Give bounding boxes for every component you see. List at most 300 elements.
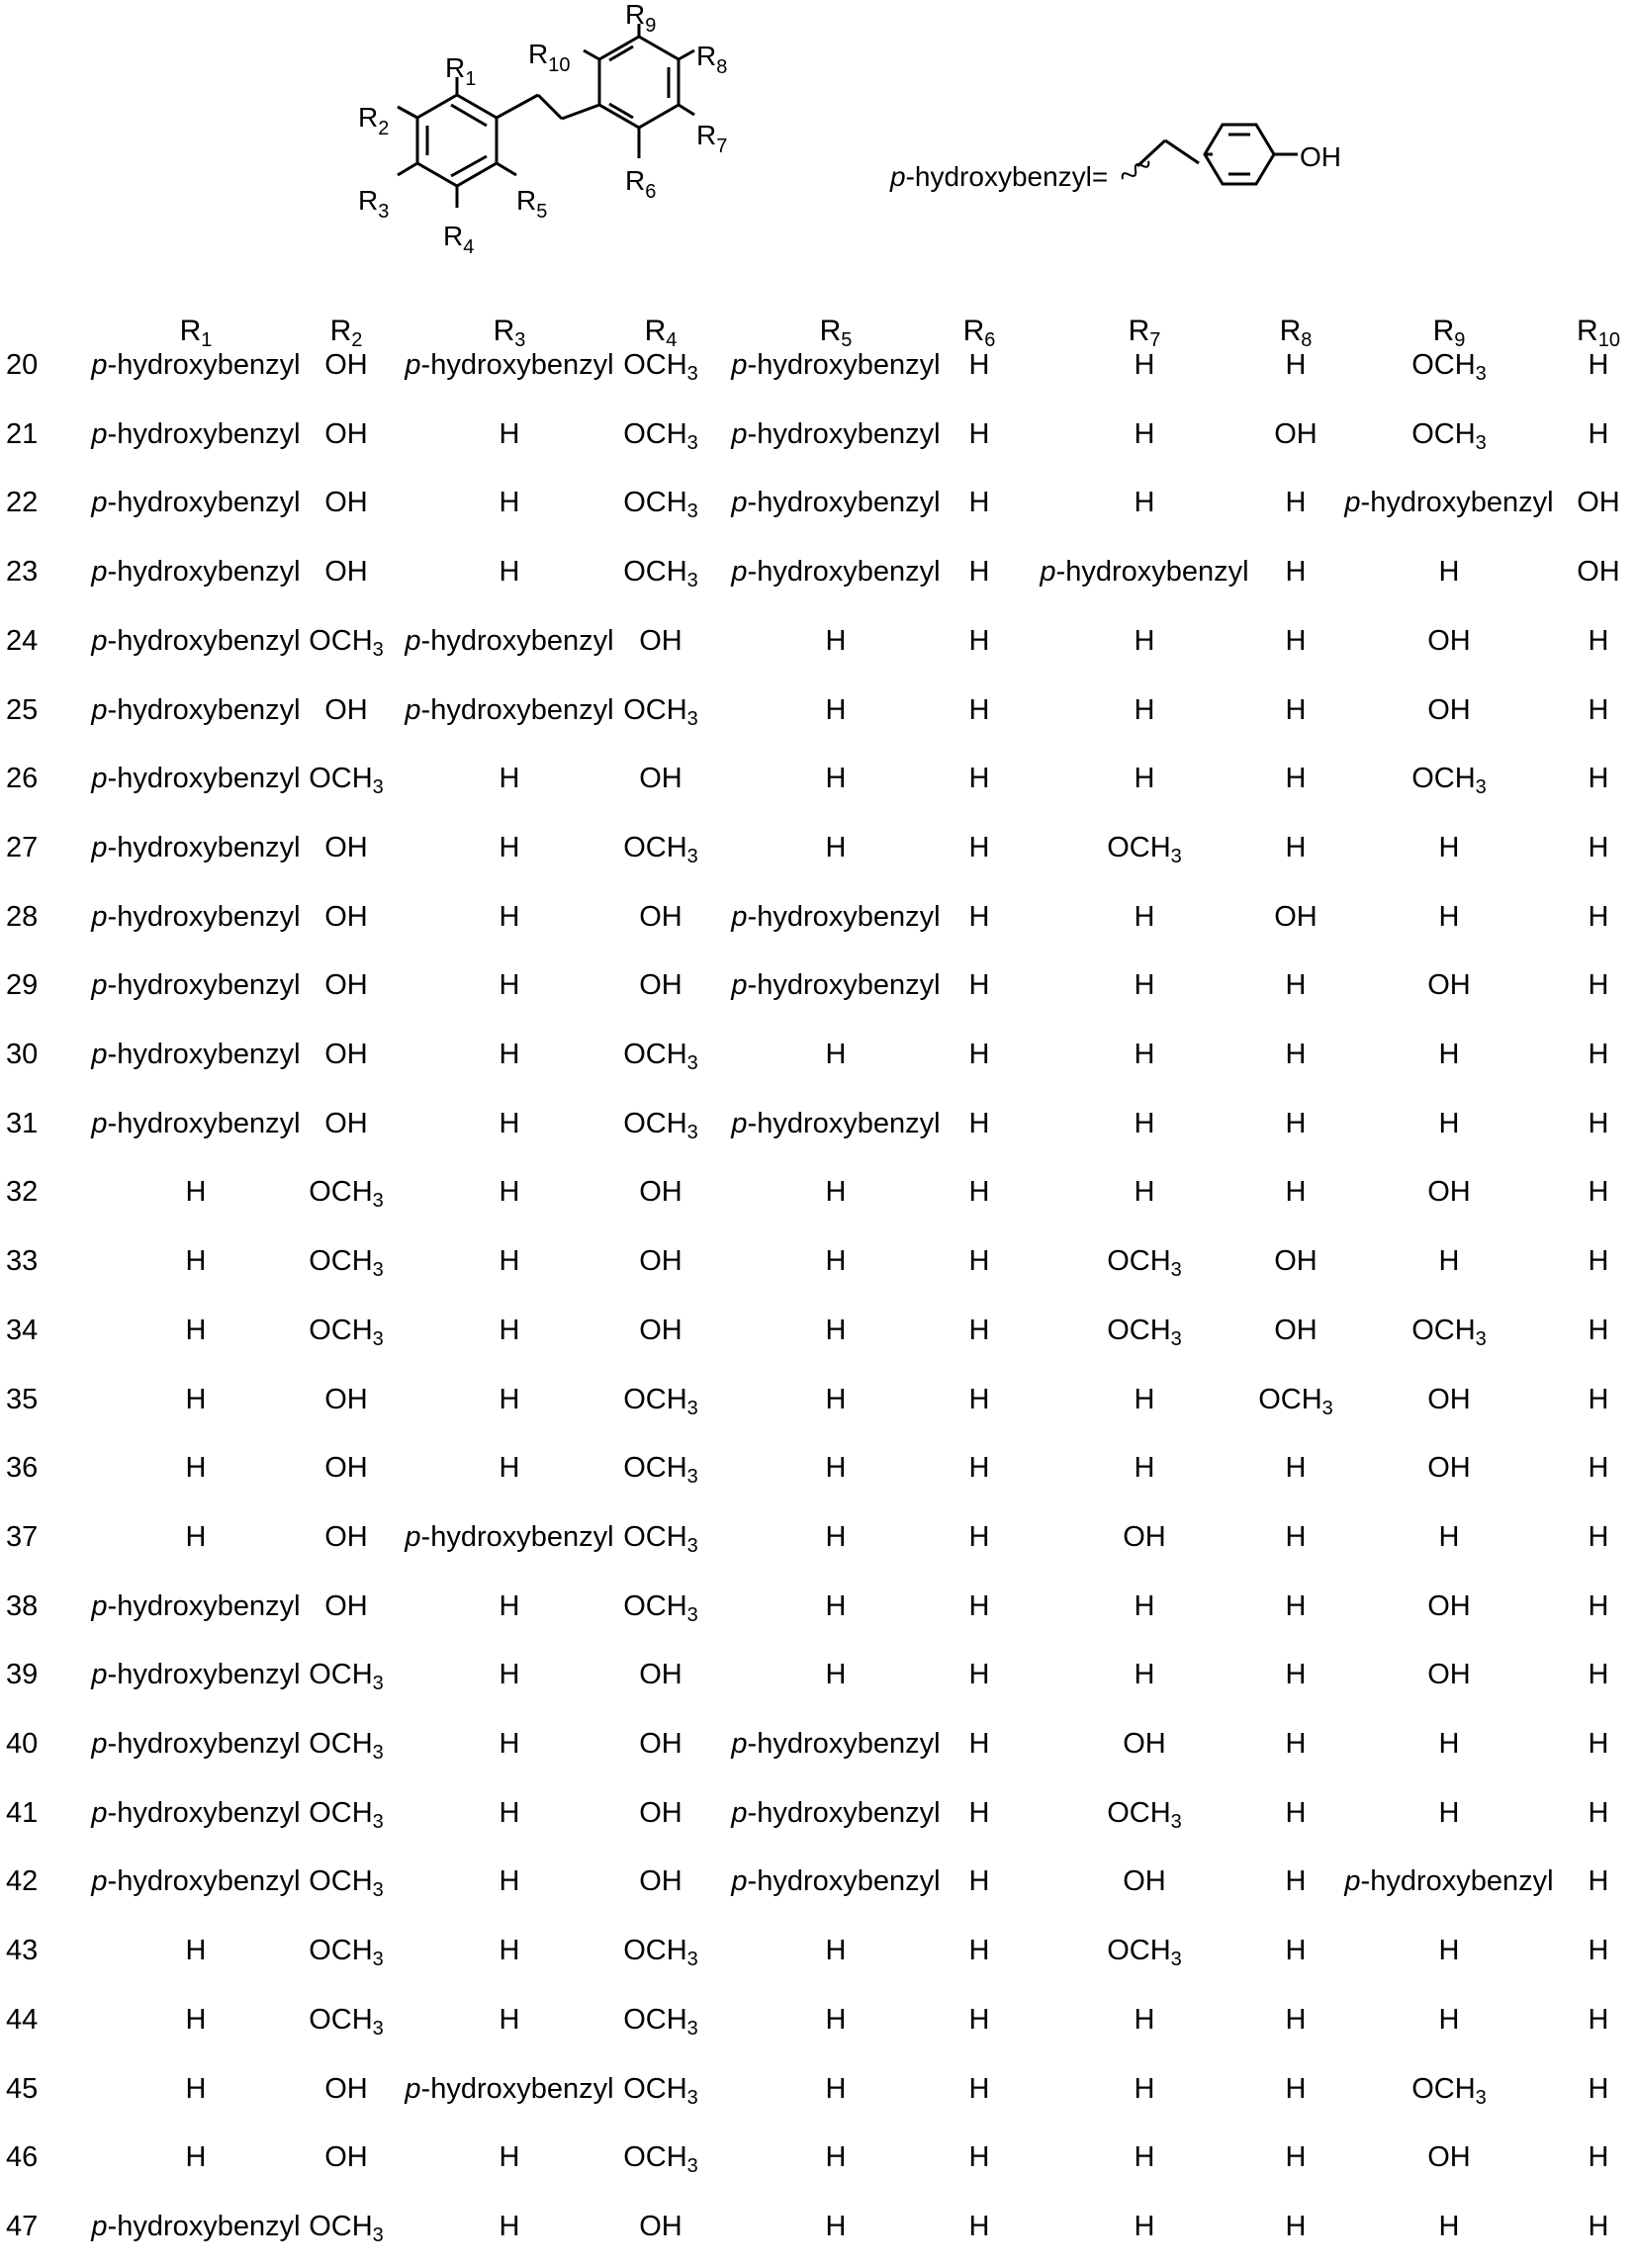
table-row xyxy=(0,1916,1636,1985)
cell-r7: OH xyxy=(1123,1865,1166,1898)
cell-r7: H xyxy=(1134,1039,1155,1070)
cell-r6: H xyxy=(968,624,990,657)
compound-number: 35 xyxy=(6,1383,39,1415)
cell-r10: H xyxy=(1588,1659,1609,1691)
cell-r7: H xyxy=(1134,2141,1155,2174)
cell-r6: H xyxy=(968,1796,990,1829)
compound-number: 38 xyxy=(6,1589,39,1622)
cell-r1: H xyxy=(185,2141,207,2174)
cell-r9: OH xyxy=(1427,2141,1471,2174)
cell-r9: OH xyxy=(1427,1383,1471,1415)
cell-r9: OH xyxy=(1427,624,1471,657)
cell-r9: p-hydroxybenzyl xyxy=(1344,1865,1554,1898)
cell-r4: $OCH_3$ xyxy=(623,2141,698,2178)
cell-r6: H xyxy=(968,487,990,519)
table-row xyxy=(0,1847,1636,1916)
cell-r10: H xyxy=(1588,1245,1609,1278)
cell-r5: H xyxy=(825,1383,847,1415)
cell-r10: H xyxy=(1588,1865,1609,1898)
cell-r6: H xyxy=(968,2141,990,2174)
cell-r7: H xyxy=(1134,1383,1155,1415)
cell-r1: p-hydroxybenzyl xyxy=(91,487,301,519)
svg-text:R3: $R_3$ xyxy=(358,185,390,223)
compound-number: 41 xyxy=(6,1796,39,1829)
cell-r8: H xyxy=(1285,1039,1307,1070)
table-row xyxy=(0,1157,1636,1226)
cell-r1: H xyxy=(185,1176,207,1209)
cell-r10: H xyxy=(1588,1107,1609,1139)
cell-r10: H xyxy=(1588,969,1609,1002)
cell-r7: H xyxy=(1134,2003,1155,2036)
cell-r4: $OCH_3$ xyxy=(623,1935,698,1971)
cell-r9: H xyxy=(1438,1107,1460,1139)
label-r4: R xyxy=(443,221,464,251)
table-row xyxy=(0,882,1636,952)
cell-r8: H xyxy=(1285,1935,1307,1967)
cell-r4: OH xyxy=(639,624,682,657)
column-header-r9: $R_9$ xyxy=(1432,315,1466,351)
compound-number: 44 xyxy=(6,2003,39,2036)
cell-r1: p-hydroxybenzyl xyxy=(91,624,301,657)
cell-r9: H xyxy=(1438,556,1460,589)
cell-r6: H xyxy=(968,693,990,726)
cell-r3: H xyxy=(499,1796,520,1829)
cell-r8: OH xyxy=(1274,1314,1318,1346)
left-ring xyxy=(398,77,516,208)
cell-r6: H xyxy=(968,831,990,863)
cell-r3: p-hydroxybenzyl xyxy=(405,349,614,381)
cell-r8: H xyxy=(1285,1452,1307,1485)
right-ring xyxy=(584,24,694,158)
cell-r9: OH xyxy=(1427,1589,1471,1622)
cell-r8: H xyxy=(1285,693,1307,726)
label-r1: R xyxy=(445,52,466,83)
hydroxybenzyl-legend xyxy=(889,125,1341,192)
cell-r1: H xyxy=(185,1314,207,1346)
cell-r7: OH xyxy=(1123,1728,1166,1760)
cell-r3: p-hydroxybenzyl xyxy=(405,1520,614,1553)
cell-r10: H xyxy=(1588,2141,1609,2174)
cell-r7: H xyxy=(1134,900,1155,933)
cell-r1: H xyxy=(185,2072,207,2105)
cell-r8: H xyxy=(1285,624,1307,657)
cell-r6: H xyxy=(968,1245,990,1278)
cell-r5: H xyxy=(825,1245,847,1278)
table-row xyxy=(0,1020,1636,1089)
cell-r7: H xyxy=(1134,969,1155,1002)
cell-r7: H xyxy=(1134,349,1155,381)
cell-r3: H xyxy=(499,1245,520,1278)
compound-number: 21 xyxy=(6,417,39,450)
cell-r7: H xyxy=(1134,2210,1155,2242)
cell-r6: H xyxy=(968,1452,990,1485)
cell-r3: H xyxy=(499,1659,520,1691)
cell-r6: H xyxy=(968,1728,990,1760)
cell-r7: H xyxy=(1134,693,1155,726)
column-header-r6: $R_6$ xyxy=(962,315,996,351)
cell-r8: H xyxy=(1285,1659,1307,1691)
cell-r7: $OCH_3$ xyxy=(1107,1935,1182,1971)
cell-r10: H xyxy=(1588,1452,1609,1485)
cell-r8: H xyxy=(1285,2003,1307,2036)
cell-r5: H xyxy=(825,1659,847,1691)
cell-r9: H xyxy=(1438,1520,1460,1553)
cell-r2: OH xyxy=(324,2072,368,2105)
cell-r10: H xyxy=(1588,2072,1609,2105)
cell-r8: OH xyxy=(1274,900,1318,933)
cell-r10: H xyxy=(1588,1728,1609,1760)
cell-r3: H xyxy=(499,1314,520,1346)
compound-number: 42 xyxy=(6,1865,39,1898)
svg-text:OH xyxy=(1300,141,1341,172)
cell-r10: H xyxy=(1588,831,1609,863)
cell-r9: H xyxy=(1438,900,1460,933)
cell-r5: p-hydroxybenzyl xyxy=(731,556,941,589)
cell-r7: H xyxy=(1134,624,1155,657)
cell-r2: OH xyxy=(324,349,368,381)
cell-r7: $OCH_3$ xyxy=(1107,1245,1182,1282)
cell-r9: OH xyxy=(1427,693,1471,726)
column-header-r4: $R_4$ xyxy=(644,315,678,351)
cell-r2: OH xyxy=(324,487,368,519)
cell-r6: H xyxy=(968,1383,990,1415)
cell-r3: H xyxy=(499,969,520,1002)
cell-r3: H xyxy=(499,1728,520,1760)
legend-text: -hydroxybenzyl= xyxy=(905,161,1109,192)
cell-r9: $OCH_3$ xyxy=(1411,349,1487,385)
cell-r2: OH xyxy=(324,1107,368,1139)
cell-r5: H xyxy=(825,2141,847,2174)
cell-r2: $OCH_3$ xyxy=(309,1865,384,1902)
cell-r5: p-hydroxybenzyl xyxy=(731,1107,941,1139)
cell-r1: H xyxy=(185,1935,207,1967)
cell-r9: H xyxy=(1438,1935,1460,1967)
svg-text:R7: $R_7$ xyxy=(696,120,728,157)
column-header-r8: $R_8$ xyxy=(1279,315,1313,351)
cell-r1: H xyxy=(185,1383,207,1415)
cell-r10: H xyxy=(1588,1383,1609,1415)
table-row xyxy=(0,1296,1636,1365)
compound-number: 36 xyxy=(6,1452,39,1485)
cell-r2: $OCH_3$ xyxy=(309,1245,384,1282)
svg-text:R2: $R_2$ xyxy=(358,102,390,139)
table-row xyxy=(0,400,1636,469)
cell-r9: OH xyxy=(1427,1176,1471,1209)
cell-r8: H xyxy=(1285,1728,1307,1760)
cell-r10: H xyxy=(1588,1520,1609,1553)
column-header-r1: $R_1$ xyxy=(179,315,213,351)
cell-r4: $OCH_3$ xyxy=(623,1039,698,1074)
cell-r3: p-hydroxybenzyl xyxy=(405,693,614,726)
cell-r2: $OCH_3$ xyxy=(309,624,384,661)
cell-r8: OH xyxy=(1274,1245,1318,1278)
cell-r5: H xyxy=(825,624,847,657)
cell-r9: OH xyxy=(1427,969,1471,1002)
compound-number: 27 xyxy=(6,831,39,863)
column-header-r10: $R_{10}$ xyxy=(1577,315,1620,351)
cell-r6: H xyxy=(968,1107,990,1139)
cell-r2: $OCH_3$ xyxy=(309,1728,384,1764)
label-r3: R xyxy=(358,185,379,216)
cell-r6: H xyxy=(968,1935,990,1967)
table-row xyxy=(0,2123,1636,2192)
cell-r5: H xyxy=(825,1314,847,1346)
cell-r1: p-hydroxybenzyl xyxy=(91,1589,301,1622)
cell-r3: H xyxy=(499,1865,520,1898)
cell-r1: p-hydroxybenzyl xyxy=(91,900,301,933)
label-r2: R xyxy=(358,102,379,133)
cell-r1: p-hydroxybenzyl xyxy=(91,693,301,726)
cell-r1: p-hydroxybenzyl xyxy=(91,349,301,381)
cell-r10: H xyxy=(1588,900,1609,933)
cell-r4: OH xyxy=(639,900,682,933)
table-row xyxy=(0,951,1636,1020)
cell-r1: p-hydroxybenzyl xyxy=(91,831,301,863)
cell-r2: $OCH_3$ xyxy=(309,1176,384,1213)
cell-r9: $OCH_3$ xyxy=(1411,417,1487,454)
table-row xyxy=(0,1640,1636,1709)
table-row xyxy=(0,1365,1636,1434)
cell-r8: H xyxy=(1285,556,1307,589)
compound-number: 46 xyxy=(6,2141,39,2174)
cell-r2: OH xyxy=(324,831,368,863)
cell-r1: p-hydroxybenzyl xyxy=(91,1659,301,1691)
column-header-r5: $R_5$ xyxy=(819,315,853,351)
cell-r3: H xyxy=(499,1176,520,1209)
cell-r5: H xyxy=(825,1176,847,1209)
cell-r9: H xyxy=(1438,2003,1460,2036)
cell-r4: $OCH_3$ xyxy=(623,349,698,385)
compound-number: 30 xyxy=(6,1039,39,1070)
cell-r8: H xyxy=(1285,1589,1307,1622)
compound-number: 39 xyxy=(6,1659,39,1691)
cell-r1: p-hydroxybenzyl xyxy=(91,1796,301,1829)
cell-r3: H xyxy=(499,1589,520,1622)
cell-r9: $OCH_3$ xyxy=(1411,2072,1487,2109)
cell-r5: p-hydroxybenzyl xyxy=(731,900,941,933)
cell-r3: H xyxy=(499,900,520,933)
label-r5: R xyxy=(516,185,537,216)
cell-r8: H xyxy=(1285,349,1307,381)
cell-r10: H xyxy=(1588,624,1609,657)
table-row xyxy=(0,1226,1636,1296)
cell-r6: H xyxy=(968,1589,990,1622)
compound-number: 20 xyxy=(6,349,39,381)
cell-r2: OH xyxy=(324,1520,368,1553)
cell-r2: OH xyxy=(324,1039,368,1070)
column-header-r2: $R_2$ xyxy=(329,315,363,351)
phenol-ring xyxy=(1137,125,1298,184)
cell-r9: H xyxy=(1438,1039,1460,1070)
label-r9: R xyxy=(625,0,646,30)
cell-r8: OH xyxy=(1274,417,1318,450)
compound-number: 33 xyxy=(6,1245,39,1278)
cell-r2: $OCH_3$ xyxy=(309,1659,384,1695)
cell-r6: H xyxy=(968,900,990,933)
table-row xyxy=(0,744,1636,813)
cell-r1: p-hydroxybenzyl xyxy=(91,417,301,450)
cell-r2: $OCH_3$ xyxy=(309,2210,384,2246)
cell-r5: p-hydroxybenzyl xyxy=(731,487,941,519)
cell-r1: H xyxy=(185,1452,207,1485)
svg-text:R10: $R_{10}$ xyxy=(528,39,571,76)
table-row xyxy=(0,813,1636,882)
compound-number: 43 xyxy=(6,1935,39,1967)
cell-r8: H xyxy=(1285,1865,1307,1898)
label-r10: R xyxy=(528,39,549,69)
cell-r10: H xyxy=(1588,2003,1609,2036)
cell-r7: p-hydroxybenzyl xyxy=(1040,556,1249,589)
cell-r4: OH xyxy=(639,969,682,1002)
svg-text:R8: $R_8$ xyxy=(696,41,728,78)
cell-r3: H xyxy=(499,556,520,589)
cell-r4: $OCH_3$ xyxy=(623,417,698,454)
compound-number: 45 xyxy=(6,2072,39,2105)
cell-r8: H xyxy=(1285,2072,1307,2105)
cell-r3: H xyxy=(499,417,520,450)
cell-r9: H xyxy=(1438,1245,1460,1278)
compound-number: 47 xyxy=(6,2210,39,2242)
cell-r10: H xyxy=(1588,349,1609,381)
cell-r10: H xyxy=(1588,1589,1609,1622)
compound-number: 23 xyxy=(6,556,39,589)
cell-r5: H xyxy=(825,763,847,795)
label-r8: R xyxy=(696,41,717,71)
cell-r7: H xyxy=(1134,2072,1155,2105)
compound-number: 29 xyxy=(6,969,39,1002)
cell-r6: H xyxy=(968,2072,990,2105)
bibenzyl-structure-diagram xyxy=(0,0,1636,297)
cell-r9: $OCH_3$ xyxy=(1411,763,1487,799)
cell-r7: H xyxy=(1134,1176,1155,1209)
cell-r10: H xyxy=(1588,693,1609,726)
cell-r7: H xyxy=(1134,1659,1155,1691)
cell-r3: H xyxy=(499,487,520,519)
cell-r7: H xyxy=(1134,763,1155,795)
compound-number: 28 xyxy=(6,900,39,933)
cell-r6: H xyxy=(968,1659,990,1691)
cell-r4: $OCH_3$ xyxy=(623,1520,698,1557)
cell-r9: p-hydroxybenzyl xyxy=(1344,487,1554,519)
cell-r4: $OCH_3$ xyxy=(623,693,698,730)
cell-r2: OH xyxy=(324,900,368,933)
cell-r5: H xyxy=(825,1452,847,1485)
cell-r3: p-hydroxybenzyl xyxy=(405,624,614,657)
table-row xyxy=(0,676,1636,745)
cell-r6: H xyxy=(968,1865,990,1898)
cell-r4: OH xyxy=(639,2210,682,2242)
cell-r3: H xyxy=(499,763,520,795)
cell-r7: $OCH_3$ xyxy=(1107,1314,1182,1350)
svg-text:R5: $R_5$ xyxy=(516,185,548,223)
cell-r4: $OCH_3$ xyxy=(623,2072,698,2109)
label-r6: R xyxy=(625,165,646,196)
ethylene-bridge xyxy=(497,95,599,119)
cell-r7: H xyxy=(1134,1107,1155,1139)
svg-text:R6: $R_6$ xyxy=(625,165,657,203)
cell-r2: OH xyxy=(324,556,368,589)
cell-r8: H xyxy=(1285,831,1307,863)
cell-r10: OH xyxy=(1577,487,1620,519)
table-row xyxy=(0,1778,1636,1848)
cell-r4: $OCH_3$ xyxy=(623,1107,698,1143)
cell-r5: p-hydroxybenzyl xyxy=(731,1796,941,1829)
cell-r10: OH xyxy=(1577,556,1620,589)
cell-r3: H xyxy=(499,2141,520,2174)
cell-r6: H xyxy=(968,1176,990,1209)
cell-r4: OH xyxy=(639,1796,682,1829)
cell-r5: H xyxy=(825,2003,847,2036)
cell-r6: H xyxy=(968,1520,990,1553)
table-row xyxy=(0,1709,1636,1778)
cell-r3: H xyxy=(499,831,520,863)
cell-r9: OH xyxy=(1427,1659,1471,1691)
cell-r5: p-hydroxybenzyl xyxy=(731,969,941,1002)
compound-number: 37 xyxy=(6,1520,39,1553)
cell-r5: H xyxy=(825,1520,847,1553)
cell-r5: H xyxy=(825,1935,847,1967)
cell-r1: H xyxy=(185,1520,207,1553)
cell-r3: H xyxy=(499,1039,520,1070)
cell-r4: OH xyxy=(639,1314,682,1346)
cell-r5: H xyxy=(825,1589,847,1622)
cell-r1: p-hydroxybenzyl xyxy=(91,556,301,589)
cell-r5: p-hydroxybenzyl xyxy=(731,1728,941,1760)
cell-r8: $OCH_3$ xyxy=(1258,1383,1333,1419)
cell-r9: H xyxy=(1438,831,1460,863)
cell-r8: H xyxy=(1285,1520,1307,1553)
cell-r6: H xyxy=(968,2003,990,2036)
compound-number: 24 xyxy=(6,624,39,657)
cell-r2: $OCH_3$ xyxy=(309,763,384,799)
cell-r7: H xyxy=(1134,487,1155,519)
cell-r2: $OCH_3$ xyxy=(309,1314,384,1350)
wavy-bond-icon xyxy=(1121,158,1151,183)
cell-r4: OH xyxy=(639,1176,682,1209)
cell-r8: H xyxy=(1285,487,1307,519)
compound-number: 31 xyxy=(6,1107,39,1139)
cell-r4: OH xyxy=(639,1245,682,1278)
cell-r6: H xyxy=(968,969,990,1002)
cell-r1: p-hydroxybenzyl xyxy=(91,969,301,1002)
cell-r2: $OCH_3$ xyxy=(309,1796,384,1833)
cell-r1: H xyxy=(185,1245,207,1278)
cell-r3: p-hydroxybenzyl xyxy=(405,2072,614,2105)
column-header-r3: $R_3$ xyxy=(493,315,526,351)
cell-r10: H xyxy=(1588,1039,1609,1070)
compound-number: 22 xyxy=(6,487,39,519)
cell-r1: p-hydroxybenzyl xyxy=(91,1728,301,1760)
cell-r7: $OCH_3$ xyxy=(1107,831,1182,867)
table-row xyxy=(0,606,1636,676)
cell-r7: H xyxy=(1134,1589,1155,1622)
cell-r3: H xyxy=(499,1935,520,1967)
cell-r7: H xyxy=(1134,417,1155,450)
cell-r5: p-hydroxybenzyl xyxy=(731,417,941,450)
table-row xyxy=(0,1985,1636,2054)
cell-r6: H xyxy=(968,556,990,589)
cell-r6: H xyxy=(968,2210,990,2242)
cell-r1: p-hydroxybenzyl xyxy=(91,1039,301,1070)
table-row xyxy=(0,1089,1636,1158)
legend-prefix: p xyxy=(890,161,906,192)
cell-r10: H xyxy=(1588,2210,1609,2242)
cell-r5: H xyxy=(825,831,847,863)
cell-r4: $OCH_3$ xyxy=(623,1452,698,1489)
cell-r4: $OCH_3$ xyxy=(623,831,698,867)
cell-r2: OH xyxy=(324,1452,368,1485)
cell-r1: p-hydroxybenzyl xyxy=(91,2210,301,2242)
